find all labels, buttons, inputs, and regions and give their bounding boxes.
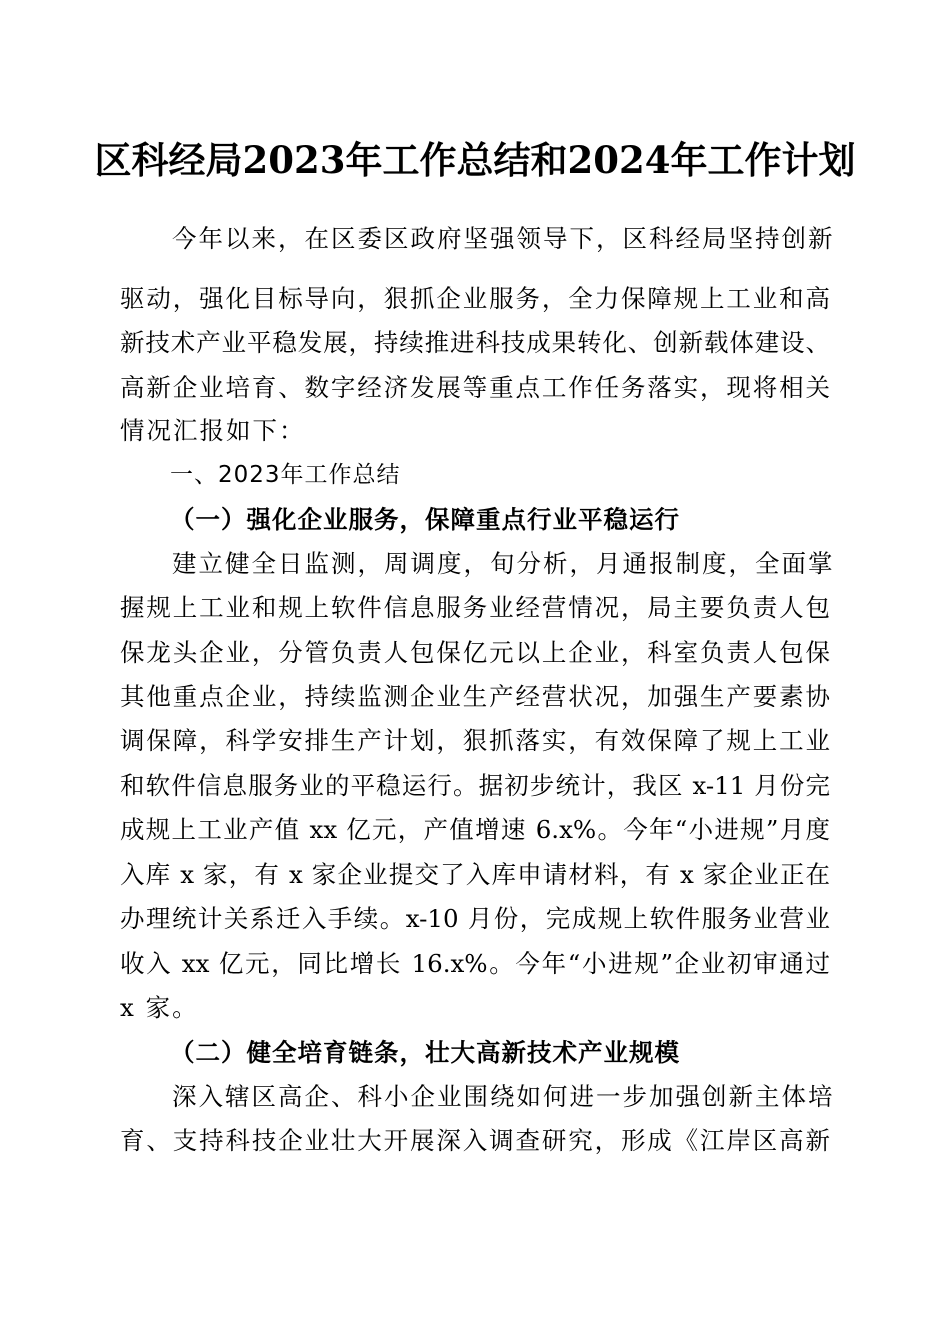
paragraph-line: 入库 x 家，有 x 家企业提交了入库申请材料，有 x 家企业正在 — [120, 860, 830, 889]
paragraph-line: 其他重点企业，持续监测企业生产经营状况，加强生产要素协 — [120, 682, 830, 711]
paragraph-line: 今年以来，在区委区政府坚强领导下，区科经局坚持创新 — [172, 224, 835, 253]
paragraph-line: 建立健全日监测，周调度，旬分析，月通报制度，全面掌 — [172, 549, 835, 578]
document-title: 区科经局2023年工作总结和2024年工作计划 — [94, 138, 856, 182]
paragraph-line: 调保障，科学安排生产计划，狠抓落实，有效保障了规上工业 — [120, 726, 830, 755]
paragraph-line: 办理统计关系迁入手续。x-10 月份，完成规上软件服务业营业 — [120, 904, 830, 933]
paragraph-line: 成规上工业产值 xx 亿元，产值增速 6.x%。今年“小进规”月度 — [120, 815, 830, 844]
paragraph-line: 收入 xx 亿元，同比增长 16.x%。今年“小进规”企业初审通过 — [120, 949, 830, 978]
paragraph-line: 高新企业培育、数字经济发展等重点工作任务落实，现将相关 — [120, 373, 830, 402]
subsection-heading: （一）强化企业服务，保障重点行业平稳运行 — [170, 505, 680, 534]
paragraph-line: 育、支持科技企业壮大开展深入调查研究，形成《江岸区高新 — [120, 1126, 830, 1155]
paragraph-line: 驱动，强化目标导向，狠抓企业服务，全力保障规上工业和高 — [120, 284, 830, 313]
paragraph-line: 握规上工业和规上软件信息服务业经营情况，局主要负责人包 — [120, 593, 830, 622]
section-heading: 一、2023年工作总结 — [170, 462, 401, 488]
paragraph-line: x 家。 — [120, 993, 199, 1022]
paragraph-line: 保龙头企业，分管负责人包保亿元以上企业，科室负责人包保 — [120, 638, 830, 667]
paragraph-line: 深入辖区高企、科小企业围绕如何进一步加强创新主体培 — [172, 1082, 835, 1111]
paragraph-line: 和软件信息服务业的平稳运行。据初步统计，我区 x-11 月份完 — [120, 771, 830, 800]
paragraph-line: 新技术产业平稳发展，持续推进科技成果转化、创新载体建设、 — [120, 328, 830, 357]
subsection-heading: （二）健全培育链条，壮大高新技术产业规模 — [170, 1038, 680, 1067]
paragraph-line: 情况汇报如下： — [120, 416, 306, 445]
